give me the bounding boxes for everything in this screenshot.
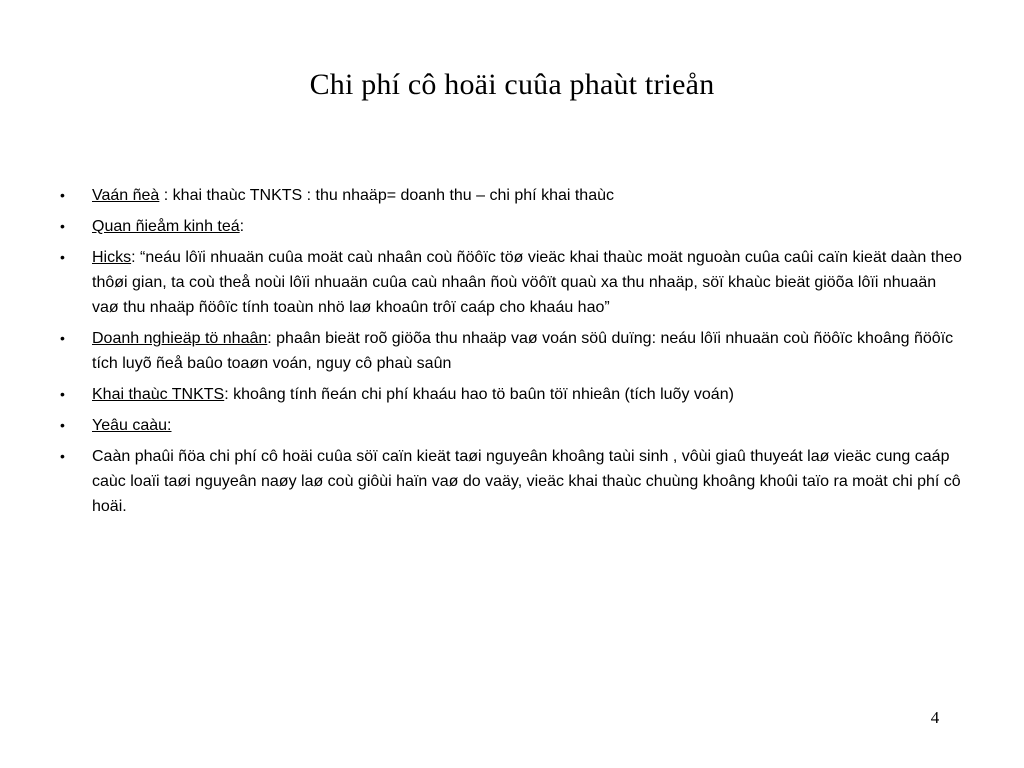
bullet-term: Hicks (92, 249, 132, 266)
bullet-icon: • (60, 417, 65, 433)
bullet-icon: • (60, 330, 65, 346)
bullet-item (60, 326, 965, 376)
bullet-list (60, 183, 965, 525)
bullet-item (60, 183, 965, 208)
bullet-term: Quan ñieåm kinh teá (92, 218, 240, 235)
bullet-text: : khai thaùc TNKTS : thu nhaäp= doanh thu – chi phí khai thaùc (159, 187, 614, 204)
bullet-text: : “neáu lôïi nhuaän cuûa moät caù nhaân coù ñöôïc töø vieäc khai thaùc moät nguoàn cuûa caûi caïn kieät daàn theo thôøi gian, ta coù theå noùi lôïi nhuaän cuûa caù nhaân ñoù vöôït quaù xa thu nhaäp, söï khaùc bieät giöõa lôïi nhuaän vaø thu nhaäp ñöôïc tính toaùn nhö laø khoaûn trôï caáp cho khaáu hao” (92, 249, 962, 316)
bullet-text: : khoâng tính ñeán chi phí khaáu hao tö baûn töï nhieân (tích luõy voán) (224, 386, 734, 403)
bullet-icon: • (60, 249, 65, 265)
bullet-icon: • (60, 218, 65, 234)
bullet-text: Caàn phaûi ñöa chi phí cô hoäi cuûa söï caïn kieät taøi nguyeân khoâng taùi sinh , vôùi giaû thuyeát laø vieäc cung caáp caùc loaïi taøi nguyeân naøy laø coù giôùi haïn vaø do vaäy, vieäc khai thaùc chuùng khoâng khoûi taïo ra moät chi phí cô hoäi. (92, 448, 961, 515)
bullet-text: : (239, 218, 245, 235)
slide-title: Chi phí cô hoäi cuûa phaùt trieån (309, 68, 715, 101)
bullet-icon: • (60, 386, 65, 402)
bullet-term: Doanh nghieäp tö nhaân (92, 330, 268, 347)
page-number: 4 (930, 708, 940, 727)
bullet-icon: • (60, 187, 65, 203)
bullet-item (60, 382, 965, 407)
bullet-term: Vaán ñeà (92, 187, 160, 204)
bullet-term: Yeâu caàu: (92, 417, 172, 434)
bullet-item (60, 245, 965, 320)
bullet-item (60, 413, 965, 438)
bullet-item (60, 214, 965, 239)
bullet-text: : phaân bieät roõ giöõa thu nhaäp vaø voán söû duïng: neáu lôïi nhuaän coù ñöôïc khoâng ñöôïc tích luyõ ñeå baûo toaøn voán, nguy cô phaù saûn (92, 330, 954, 372)
bullet-item (60, 444, 965, 519)
bullet-icon: • (60, 448, 65, 464)
bullet-term: Khai thaùc TNKTS (92, 386, 225, 403)
